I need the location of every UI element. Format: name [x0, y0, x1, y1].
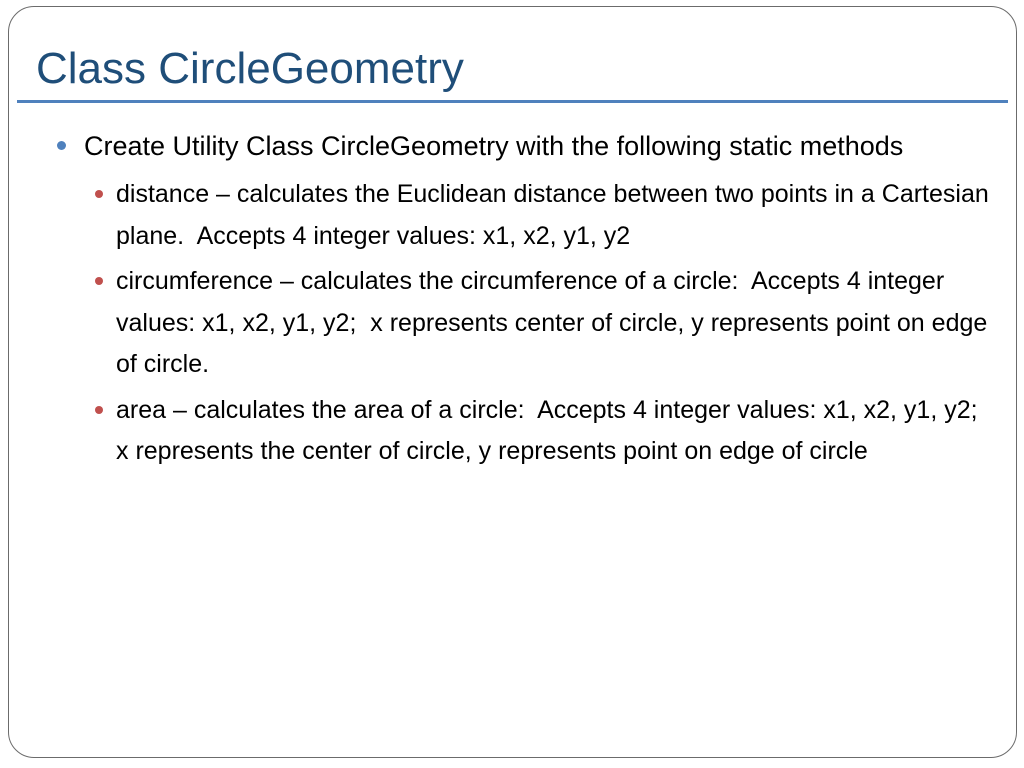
sub-bullet-distance	[9, 174, 996, 257]
bullet-dot-icon	[95, 277, 103, 285]
sub-bullet-text: circumference – calculates the circumference of a circle: Accepts 4 integer values: x1, x2, y1, y2; x represents center of circle, y represents point on edge of circle.	[116, 267, 995, 378]
main-bullet-text: Create Utility Class CircleGeometry with the following static methods	[84, 131, 904, 161]
sub-bullet-text: area – calculates the area of a circle: Accepts 4 integer values: x1, x2, y1, y2; x represents the center of circle, y represents point on edge of circle	[116, 395, 985, 465]
slide-title: Class CircleGeometry	[36, 44, 464, 93]
sub-bullet-circumference	[9, 261, 996, 386]
slide	[8, 6, 1017, 758]
main-bullet	[9, 125, 984, 168]
bullet-dot-icon	[95, 406, 103, 414]
slide-content	[9, 125, 1009, 477]
bullet-dot-icon	[57, 141, 66, 150]
sub-bullet-area	[9, 390, 996, 473]
bullet-dot-icon	[95, 190, 103, 198]
sub-bullet-text: distance – calculates the Euclidean distance between two points in a Cartesian plane. Accepts 4 integer values: x1, x2, y1, y2	[116, 180, 996, 250]
title-underline	[17, 100, 1008, 103]
